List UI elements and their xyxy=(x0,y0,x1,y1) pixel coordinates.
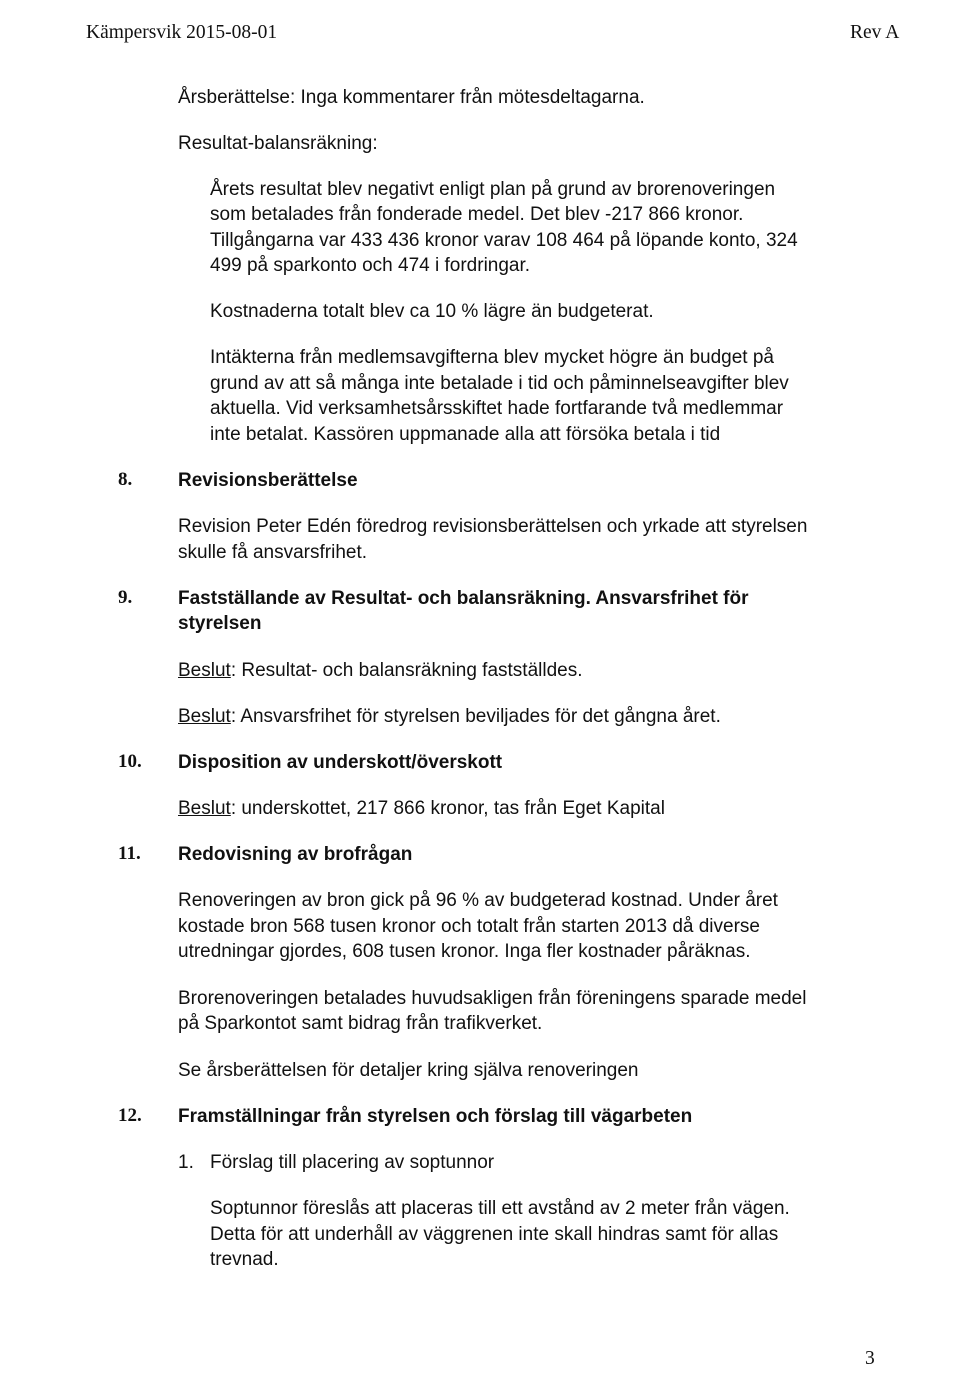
header-right: Rev A xyxy=(850,22,900,43)
section-8-line: Revision Peter Edén föredrog revisionsberättelsen och yrkade att styrelsen xyxy=(178,516,808,537)
section-9-decision-2 xyxy=(178,704,721,729)
section-12-item-1-number: 1. xyxy=(178,1152,194,1173)
header-left: Kämpersvik 2015-08-01 xyxy=(86,22,278,43)
section-12-item-line: Detta för att underhåll av väggrenen inte skall hindras samt för allas xyxy=(210,1224,779,1245)
section-10-title: Disposition av underskott/överskott xyxy=(178,752,503,773)
section-9-number: 9. xyxy=(118,587,133,608)
section-11-line: Renoveringen av bron gick på 96 % av budgeterad kostnad. Under året xyxy=(178,890,778,911)
intakter-line: Intäkterna från medlemsavgifterna blev mycket högre än budget på xyxy=(210,347,774,368)
section-9-title: styrelsen xyxy=(178,613,262,634)
section-11-number: 11. xyxy=(118,843,141,864)
section-10-decision xyxy=(178,796,665,821)
kostnader-text: Kostnaderna totalt blev ca 10 % lägre än budgeterat. xyxy=(210,301,654,322)
decision-text: : underskottet, 217 866 kronor, tas från Eget Kapital xyxy=(230,798,665,819)
resultat-line: Tillgångarna var 433 436 kronor varav 108 464 på löpande konto, 324 xyxy=(210,230,798,251)
page-number: 3 xyxy=(865,1348,875,1369)
section-11-line: utredningar gjordes, 608 tusen kronor. Inga fler kostnader påräknas. xyxy=(178,941,751,962)
intakter-line: grund av att så många inte betalade i tid och påminnelseavgifter blev xyxy=(210,373,789,394)
section-8-line: skulle få ansvarsfrihet. xyxy=(178,542,368,563)
beslut-label: Beslut xyxy=(178,706,231,727)
decision-text: : Ansvarsfrihet för styrelsen beviljades för det gångna året. xyxy=(230,706,721,727)
intakter-line: aktuella. Vid verksamhetsårsskiftet hade fortfarande två medlemmar xyxy=(210,398,784,419)
section-11-line: Se årsberättelsen för detaljer kring själva renoveringen xyxy=(178,1060,639,1081)
resultat-line: som betalades från fonderade medel. Det blev -217 866 kronor. xyxy=(210,204,744,225)
section-12-title: Framställningar från styrelsen och förslag till vägarbeten xyxy=(178,1106,693,1127)
resultat-line: 499 på sparkonto och 474 i fordringar. xyxy=(210,255,531,276)
section-9-decision-1 xyxy=(178,658,583,683)
section-11-title: Redovisning av brofrågan xyxy=(178,844,413,865)
beslut-label: Beslut xyxy=(178,798,231,819)
section-8-number: 8. xyxy=(118,469,133,490)
section-12-item-line: trevnad. xyxy=(210,1249,279,1270)
section-11-line: Brorenoveringen betalades huvudsakligen från föreningens sparade medel xyxy=(178,988,807,1009)
section-12-number: 12. xyxy=(118,1105,142,1126)
section-12-item-line: Soptunnor föreslås att placeras till ett avstånd av 2 meter från vägen. xyxy=(210,1198,790,1219)
section-9-title: Fastställande av Resultat- och balansräkning. Ansvarsfrihet för xyxy=(178,588,749,609)
section-10-number: 10. xyxy=(118,751,142,772)
decision-text: : Resultat- och balansräkning fastställdes. xyxy=(230,660,583,681)
arsberattelse-text: Årsberättelse: Inga kommentarer från mötesdeltagarna. xyxy=(178,87,645,108)
intakter-line: inte betalat. Kassören uppmanade alla att försöka betala i tid xyxy=(210,424,721,445)
resultat-line: Årets resultat blev negativt enligt plan på grund av brorenoveringen xyxy=(210,179,776,200)
resultat-heading: Resultat-balansräkning: xyxy=(178,133,378,154)
beslut-label: Beslut xyxy=(178,660,231,681)
section-11-line: på Sparkontot samt bidrag från trafikverket. xyxy=(178,1013,543,1034)
section-12-item-1-title: Förslag till placering av soptunnor xyxy=(210,1152,495,1173)
section-11-line: kostade bron 568 tusen kronor och totalt från starten 2013 då diverse xyxy=(178,916,760,937)
section-8-title: Revisionsberättelse xyxy=(178,470,358,491)
